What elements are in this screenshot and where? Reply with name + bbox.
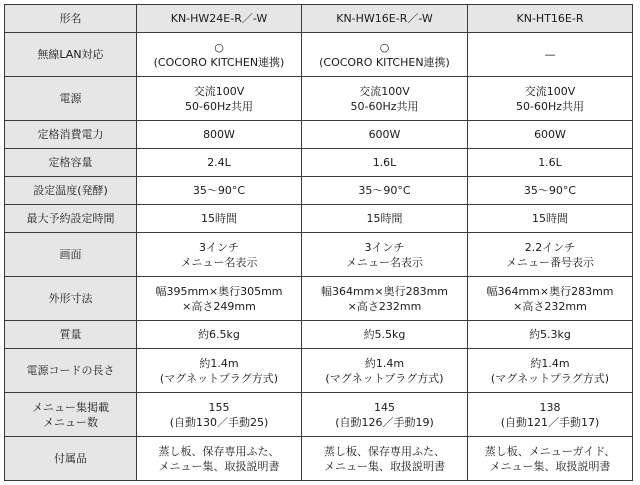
spec-row <box>5 177 633 205</box>
header-label: 形名 <box>5 5 137 33</box>
spec-row-label <box>5 149 137 177</box>
spec-value-cell <box>468 77 633 121</box>
spec-value-cell <box>302 349 468 393</box>
spec-value-line: — <box>544 48 556 61</box>
spec-value-cell <box>468 177 633 205</box>
spec-row-label <box>5 321 137 349</box>
spec-row <box>5 349 633 393</box>
spec-value-cell <box>137 233 302 277</box>
spec-row-label <box>5 233 137 277</box>
spec-value-line: ○ <box>379 40 390 54</box>
spec-value-cell <box>302 33 468 77</box>
spec-value-line: 50‐60Hz共用 <box>515 99 584 113</box>
spec-value-cell <box>468 33 633 77</box>
spec-label-line: 最大予約設定時間 <box>26 212 115 225</box>
model-name: KN-HW16E-R／-W <box>302 5 468 33</box>
spec-value-line: 145 <box>374 400 395 414</box>
spec-row <box>5 277 633 321</box>
spec-value-cell <box>302 177 468 205</box>
spec-value-cell <box>302 77 468 121</box>
spec-value-line: ×高さ232mm <box>513 299 587 313</box>
spec-value-cell <box>137 437 302 481</box>
spec-label-line: 画面 <box>59 248 82 261</box>
spec-value-cell <box>302 205 468 233</box>
spec-label-line: 無線LAN対応 <box>37 48 104 61</box>
spec-value-cell <box>468 121 633 149</box>
spec-value-cell <box>137 393 302 437</box>
spec-row-label <box>5 277 137 321</box>
spec-row-label <box>5 33 137 77</box>
spec-value-cell <box>468 321 633 349</box>
spec-row-label <box>5 205 137 233</box>
spec-row <box>5 321 633 349</box>
spec-value-line: 600W <box>368 128 401 141</box>
spec-row <box>5 77 633 121</box>
spec-value-line: 138 <box>539 400 561 414</box>
spec-value-line: 2.2インチ <box>524 240 576 254</box>
spec-value-line: 約1.4m <box>199 356 239 370</box>
spec-value-line: メニュー名表示 <box>346 255 423 269</box>
spec-value-line: 50‐60Hz共用 <box>350 99 419 113</box>
spec-label-line: 定格消費電力 <box>37 128 104 141</box>
spec-value-line: ×高さ232mm <box>347 299 422 313</box>
spec-value-cell <box>302 393 468 437</box>
spec-row <box>5 33 633 77</box>
header-row <box>5 5 633 33</box>
spec-value-line: メニュー集、取扱説明書 <box>158 459 280 473</box>
spec-value-line: (自動121／手動17) <box>500 415 600 429</box>
spec-value-line: 幅395mm×奥行305mm <box>155 284 283 298</box>
spec-value-line: 50‐60Hz共用 <box>184 99 253 113</box>
spec-label-line: メニュー数 <box>43 415 98 429</box>
spec-value-cell <box>468 349 633 393</box>
spec-row-label <box>5 437 137 481</box>
spec-row <box>5 393 633 437</box>
spec-value-cell <box>137 149 302 177</box>
spec-value-line: 15時間 <box>532 212 568 225</box>
spec-row <box>5 233 633 277</box>
spec-value-line: (マグネットプラグ方式) <box>159 371 279 385</box>
spec-value-cell <box>137 121 302 149</box>
spec-value-cell <box>468 393 633 437</box>
spec-value-line: ×高さ249mm <box>182 299 256 313</box>
spec-value-line: 35〜90°C <box>358 184 411 197</box>
spec-value-line: メニュー集、取扱説明書 <box>324 459 445 473</box>
spec-value-line: 3インチ <box>199 240 239 254</box>
spec-value-line: メニュー名表示 <box>180 255 258 269</box>
spec-value-cell <box>137 321 302 349</box>
spec-value-cell <box>302 149 468 177</box>
spec-label-line: 電源 <box>59 92 82 105</box>
spec-value-cell <box>302 121 468 149</box>
spec-label-line: 電源コードの長さ <box>26 364 115 377</box>
spec-row-label <box>5 393 137 437</box>
spec-row <box>5 121 633 149</box>
spec-value-line: (COCORO KITCHEN連携) <box>153 55 285 69</box>
spec-value-line: (自動126／手動19) <box>335 415 434 429</box>
spec-row-label <box>5 77 137 121</box>
spec-value-line: 約5.3kg <box>529 328 571 341</box>
spec-value-line: 35〜90°C <box>192 184 246 197</box>
spec-value-line: 交流100V <box>193 84 245 98</box>
spec-value-cell <box>137 277 302 321</box>
spec-value-line: 幅364mm×奥行283mm <box>320 284 449 298</box>
spec-value-line: (マグネットプラグ方式) <box>490 371 610 385</box>
spec-value-cell <box>468 233 633 277</box>
spec-value-line: 155 <box>208 400 230 414</box>
spec-value-line: 1.6L <box>372 156 397 169</box>
spec-label-line: メニュー集掲載 <box>32 400 109 414</box>
spec-value-line: 約5.5kg <box>363 328 406 341</box>
spec-value-cell <box>468 437 633 481</box>
spec-value-line: 交流100V <box>359 84 410 98</box>
spec-body <box>5 33 633 481</box>
spec-table <box>4 4 633 481</box>
spec-value-cell <box>137 77 302 121</box>
spec-value-line: 3インチ <box>364 240 405 254</box>
spec-value-line: 蒸し板、保存専用ふた、 <box>158 444 280 458</box>
spec-value-line: メニュー番号表示 <box>506 255 594 269</box>
spec-value-line: 2.4L <box>207 156 231 169</box>
model-name: KN-HW24E-R／-W <box>137 5 302 33</box>
spec-value-cell <box>302 321 468 349</box>
spec-value-cell <box>137 177 302 205</box>
spec-value-line: 800W <box>203 128 235 141</box>
spec-value-cell <box>137 205 302 233</box>
spec-value-line: 約1.4m <box>530 356 570 370</box>
spec-value-line: 蒸し板、保存専用ふた、 <box>324 444 445 458</box>
spec-row <box>5 205 633 233</box>
spec-row-label <box>5 349 137 393</box>
spec-value-line: (COCORO KITCHEN連携) <box>319 55 450 69</box>
spec-value-line: ○ <box>214 40 224 54</box>
spec-value-line: 15時間 <box>201 212 237 225</box>
model-name: KN-HT16E-R <box>468 5 633 33</box>
spec-table-container <box>4 4 633 481</box>
spec-value-line: 約6.5kg <box>198 328 240 341</box>
spec-value-cell <box>302 437 468 481</box>
spec-value-cell <box>468 149 633 177</box>
spec-value-cell <box>137 33 302 77</box>
spec-value-line: 交流100V <box>524 84 576 98</box>
spec-value-cell <box>468 277 633 321</box>
spec-row-label <box>5 177 137 205</box>
spec-label-line: 質量 <box>59 328 82 341</box>
spec-label-line: 設定温度(発酵) <box>33 184 108 197</box>
spec-value-line: (自動130／手動25) <box>169 415 269 429</box>
spec-row-label <box>5 121 137 149</box>
spec-value-line: 15時間 <box>366 212 403 225</box>
spec-row <box>5 437 633 481</box>
spec-value-line: メニュー集、取扱説明書 <box>489 459 611 473</box>
spec-value-line: 600W <box>534 128 566 141</box>
spec-label-line: 外形寸法 <box>48 292 93 305</box>
spec-value-line: 幅364mm×奥行283mm <box>486 284 614 298</box>
spec-value-cell <box>302 233 468 277</box>
spec-value-line: 約1.4m <box>364 356 405 370</box>
spec-value-line: 1.6L <box>538 156 562 169</box>
spec-value-cell <box>302 277 468 321</box>
spec-value-line: 35〜90°C <box>523 184 577 197</box>
spec-label-line: 定格容量 <box>48 156 93 169</box>
spec-row <box>5 149 633 177</box>
spec-value-cell <box>137 349 302 393</box>
spec-value-line: 蒸し板、メニューガイド、 <box>484 444 616 458</box>
spec-value-line: (マグネットプラグ方式) <box>325 371 444 385</box>
spec-value-cell <box>468 205 633 233</box>
spec-label-line: 付属品 <box>54 452 87 465</box>
